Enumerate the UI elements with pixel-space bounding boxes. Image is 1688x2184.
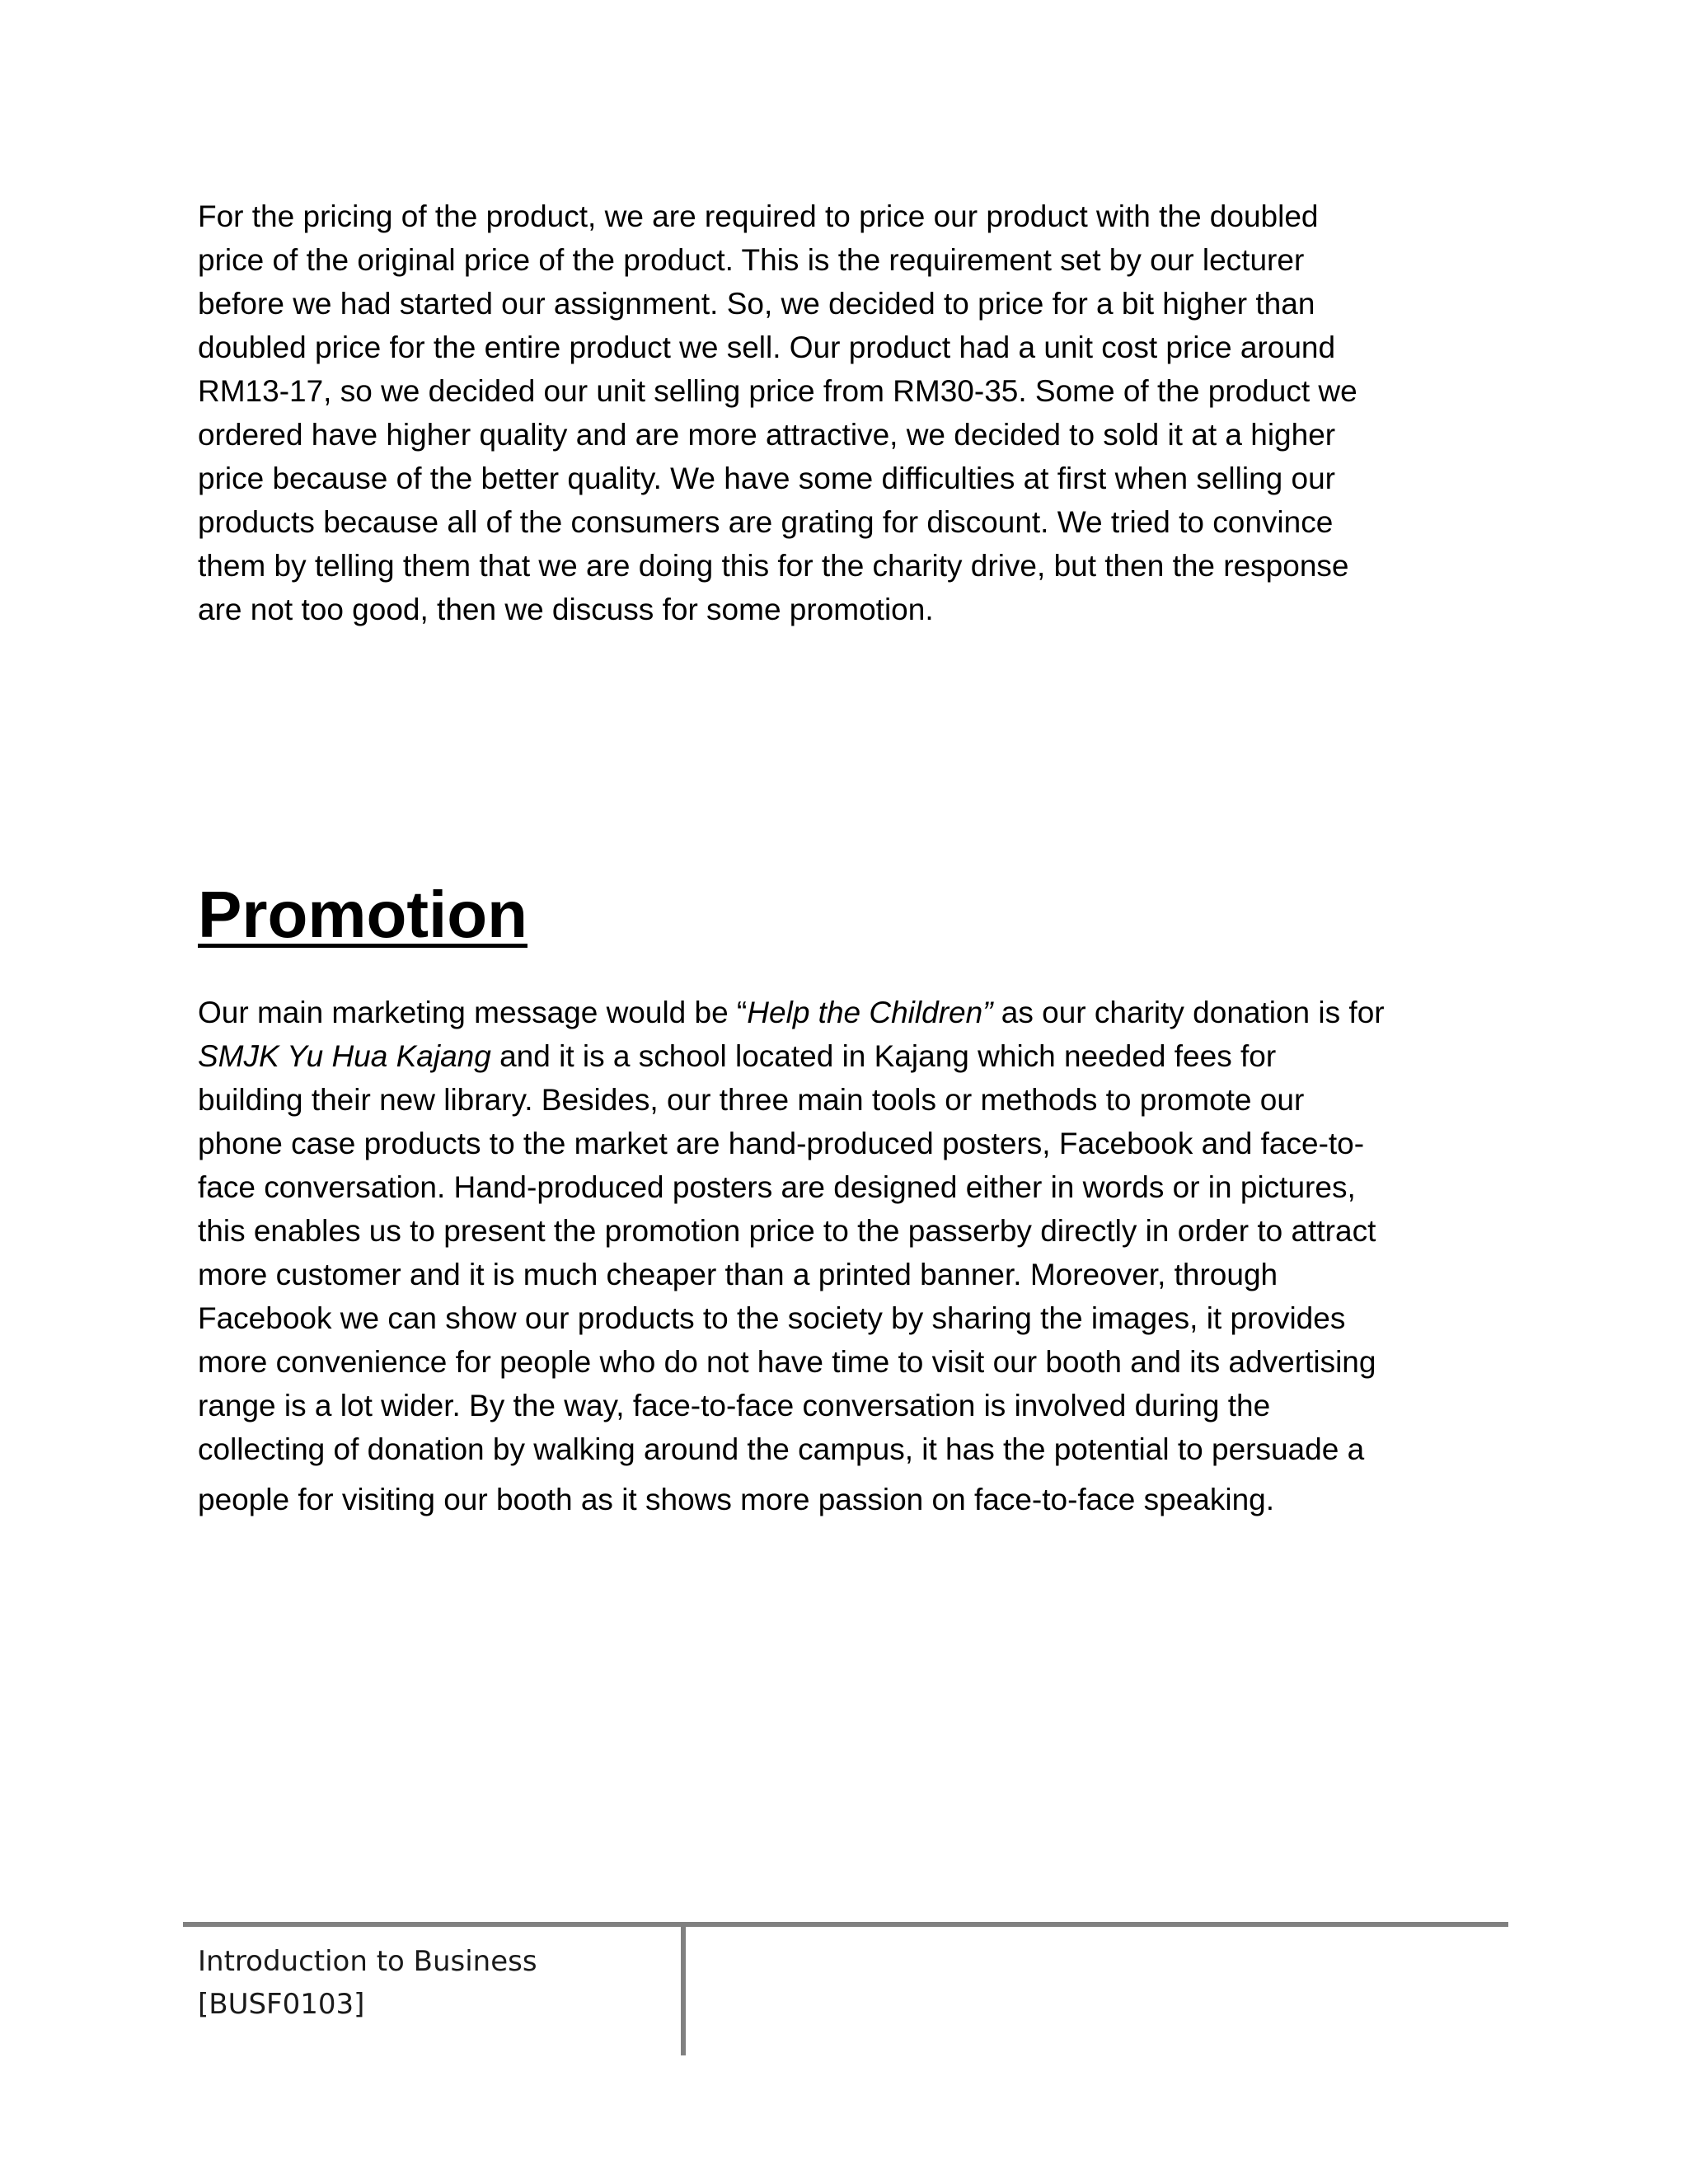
- footer-course-name: Introduction to Business: [198, 1945, 537, 1978]
- text-line: them by telling them that we are doing this for the charity drive, but then the response: [198, 549, 1349, 583]
- text-line: before we had started our assignment. So, we decided to price for a bit higher than: [198, 287, 1315, 321]
- footer-rule: [183, 1922, 1508, 1927]
- campaign-message: Help the Children”: [747, 996, 993, 1029]
- text-line: price because of the better quality. We have some difficulties at first when selling our: [198, 462, 1336, 495]
- text-line: products because all of the consumers are grating for discount. We tried to convince: [198, 505, 1334, 539]
- pricing-paragraph: [198, 194, 1484, 631]
- text-line: building their new library. Besides, our three main tools or methods to promote our: [198, 1083, 1305, 1117]
- text-line: Facebook we can show our products to the society by sharing the images, it provides: [198, 1301, 1346, 1335]
- text-line: more convenience for people who do not have time to visit our booth and its advertising: [198, 1345, 1376, 1379]
- text-fragment: Our main marketing message would be “: [198, 996, 748, 1029]
- text-line: are not too good, then we discuss for some promotion.: [198, 593, 934, 626]
- promotion-paragraph: [198, 991, 1484, 1521]
- text-line: collecting of donation by walking around the campus, it has the potential to persuade a: [198, 1432, 1365, 1466]
- footer: [198, 1940, 537, 2026]
- footer-divider: [681, 1922, 686, 2055]
- section-heading-promotion: Promotion: [198, 878, 528, 951]
- text-line: doubled price for the entire product we sell. Our product had a unit cost price around: [198, 330, 1336, 364]
- text-line: For the pricing of the product, we are required to price our product with the doubled: [198, 199, 1319, 233]
- school-name: SMJK Yu Hua Kajang: [198, 1039, 491, 1073]
- text-fragment: and it is a school located in Kajang which needed fees for: [490, 1039, 1277, 1073]
- text-line: RM13-17, so we decided our unit selling price from RM30-35. Some of the product we: [198, 374, 1357, 408]
- text-line: price of the original price of the product. This is the requirement set by our lecturer: [198, 243, 1305, 277]
- text-line: phone case products to the market are hand-produced posters, Facebook and face-to-: [198, 1127, 1365, 1160]
- text-line: [198, 1034, 1484, 1078]
- text-fragment: as our charity donation is for: [992, 996, 1385, 1029]
- text-line: people for visiting our booth as it shows more passion on face-to-face speaking.: [198, 1483, 1275, 1516]
- text-line: ordered have higher quality and are more attractive, we decided to sold it at a higher: [198, 418, 1336, 452]
- text-line: range is a lot wider. By the way, face-to-face conversation is involved during the: [198, 1389, 1271, 1422]
- text-line: this enables us to present the promotion price to the passerby directly in order to attract: [198, 1214, 1376, 1248]
- text-line: more customer and it is much cheaper than a printed banner. Moreover, through: [198, 1258, 1278, 1291]
- text-line: face conversation. Hand-produced posters are designed either in words or in pictures,: [198, 1170, 1356, 1204]
- footer-course-code: [BUSF0103]: [198, 1988, 365, 2021]
- text-line: [198, 991, 1484, 1034]
